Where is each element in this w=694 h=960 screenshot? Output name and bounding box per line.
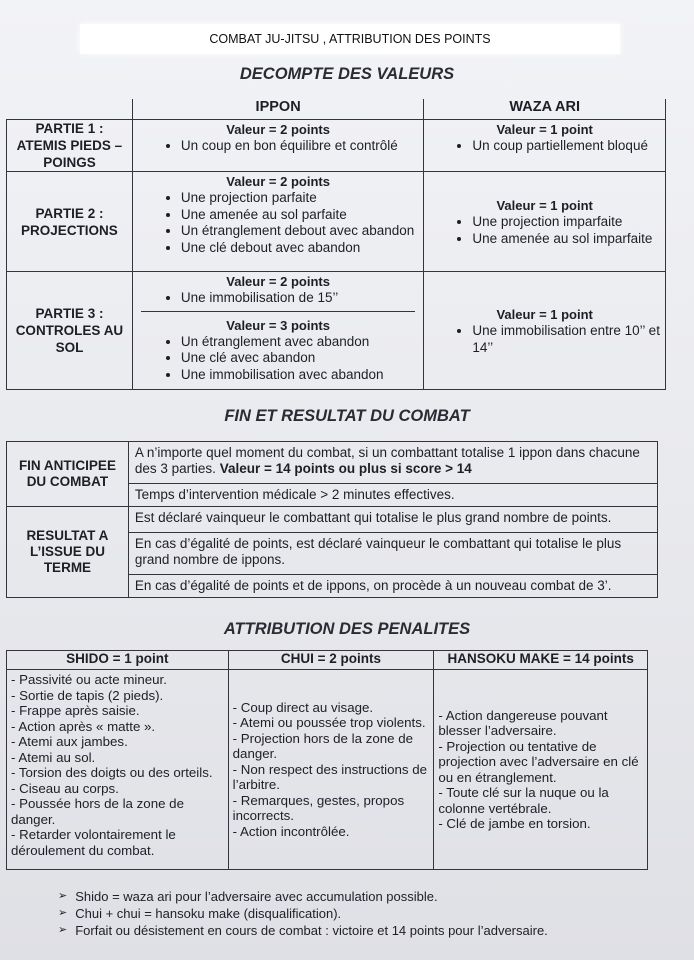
cell-chui-list: - Coup direct au visage. - Atemi ou poussée trop violents. - Projection hors de la zone de danger. - Non respect des instructions de l’arbitre. - Remarques, gestes, propos incorrects. - Action incontrôlée. xyxy=(228,670,434,870)
col-waza-ari: WAZA ARI xyxy=(424,99,666,120)
row-label-partie1: PARTIE 1 : ATEMIS PIEDS – POINGS xyxy=(7,120,133,172)
arrow-bullet-icon: ➢ xyxy=(58,907,68,919)
col-chui: CHUI = 2 points xyxy=(228,651,434,670)
cell-partie2-ippon: Valeur = 2 points • Une projection parfaite • Une amenée au sol parfaite • Un étranglement debout avec abandon • Une clé debout avec abandon xyxy=(132,172,423,272)
cell-fin-anticipee: A n’importe quel moment du combat, si un combattant totalise 1 ippon dans chacune des 3 parties. Valeur = 14 points ou plus si score > 14 Temps d’intervention médicale > 2 minutes effectives. xyxy=(128,442,657,507)
arrow-bullet-icon: ➢ xyxy=(58,890,68,902)
cell-resultat: Est déclaré vainqueur le combattant qui totalise le plus grand nombre de points. En cas d’égalité de points, est déclaré vainqueur le combattant qui totalise le plus grand nombre de ippons. En cas d’égalité de points et de ippons, on procède à un nouveau combat de 3’. xyxy=(128,507,657,598)
note-item: ➢ Shido = waza ari pour l’adversaire avec accumulation possible. xyxy=(58,889,438,904)
table-penalites xyxy=(6,650,648,870)
arrow-bullet-icon: ➢ xyxy=(58,924,68,936)
cell-partie1-waza: Valeur = 1 point • Un coup partiellement bloqué xyxy=(424,120,666,172)
row-label-partie3: PARTIE 3 : CONTROLES AU SOL xyxy=(7,272,133,390)
heading-decompte: DECOMPTE DES VALEURS xyxy=(239,65,455,83)
table-decompte xyxy=(6,99,666,390)
cell-partie1-ippon: Valeur = 2 points • Un coup en bon équilibre et contrôlé xyxy=(132,120,423,172)
notes-list xyxy=(58,888,548,939)
document-title: COMBAT JU-JITSU , ATTRIBUTION DES POINTS xyxy=(80,24,620,54)
note-item: ➢ Forfait ou désistement en cours de combat : victoire et 14 points pour l’adversaire. xyxy=(58,923,548,938)
table-fin-resultat xyxy=(6,441,658,598)
row-label-fin-anticipee: FIN ANTICIPEE DU COMBAT xyxy=(7,442,129,507)
heading-penalites: ATTRIBUTION DES PENALITES xyxy=(223,620,471,638)
cell-partie3-waza: Valeur = 1 point • Une immobilisation entre 10’’ et 14’’ xyxy=(424,272,666,390)
cell-hansoku-list: - Action dangereuse pouvant blesser l’adversaire. - Projection ou tentative de projection avec l’adversaire en clé ou en étranglement. - Toute clé sur la nuque ou la colonne vertébrale. - Clé de jambe en torsion. xyxy=(434,670,648,870)
note-item: ➢ Chui + chui = hansoku make (disqualification). xyxy=(58,906,342,921)
heading-fin-resultat: FIN ET RESULTAT DU COMBAT xyxy=(224,407,470,425)
col-hansoku-make: HANSOKU MAKE = 14 points xyxy=(434,651,648,670)
col-ippon: IPPON xyxy=(132,99,423,120)
divider xyxy=(141,311,415,312)
cell-shido-list: - Passivité ou acte mineur. - Sortie de tapis (2 pieds). - Frappe après saisie. - Action après « matte ». - Atemi aux jambes. - Atemi au sol. - Torsion des doigts ou des orteils. - Ciseau au corps. - Poussée hors de la zone de danger. - Retarder volontairement le déroulement du combat. xyxy=(7,670,229,870)
row-label-resultat: RESULTAT A L’ISSUE DU TERME xyxy=(7,507,129,598)
cell-partie3-ippon: Valeur = 2 points • Une immobilisation de 15’’ Valeur = 3 points • Un étranglement avec abandon • Une clé avec abandon • Une immobilisation avec abandon xyxy=(132,272,423,390)
col-shido: SHIDO = 1 point xyxy=(7,651,229,670)
row-label-partie2: PARTIE 2 : PROJECTIONS xyxy=(7,172,133,272)
cell-partie2-waza: Valeur = 1 point • Une projection imparfaite • Une amenée au sol imparfaite xyxy=(424,172,666,272)
